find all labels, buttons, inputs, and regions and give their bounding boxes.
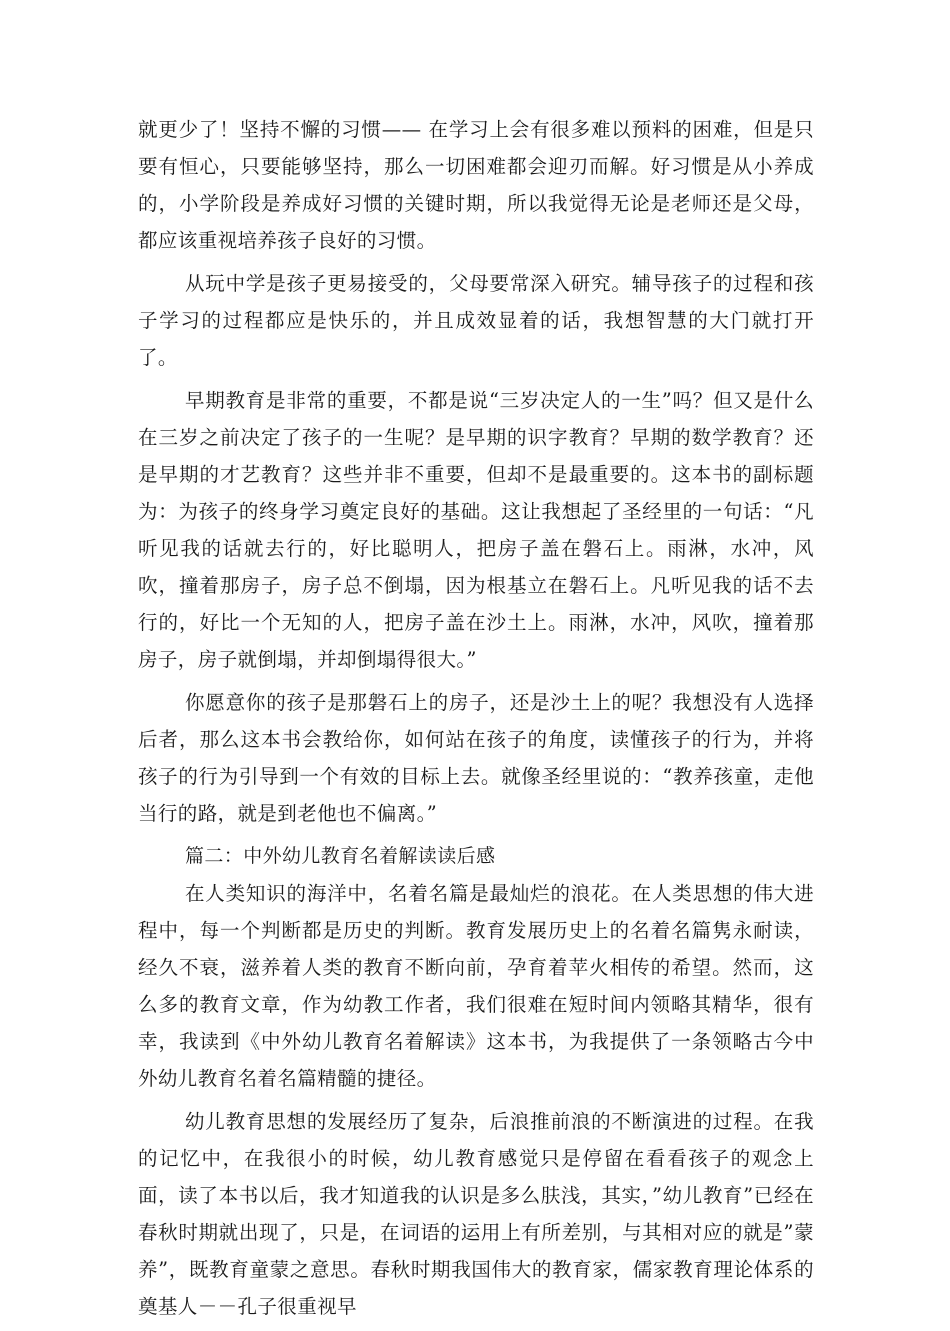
paragraph-continuation: 就更少了！坚持不懈的习惯—— 在学习上会有很多难以预料的困难，但是只要有恒心，只要能够坚持，那么一切困难都会迎刃而解。好习惯是从小养成的，小学阶段是养成好习惯的关键时期，所以我觉得无论是老师还是父母，都应该重视培养孩子良好的习惯。 (138, 118, 814, 252)
paragraph-early-education: 早期教育是非常的重要，不都是说“三岁决定人的一生”吗？但又是什么在三岁之前决定了孩子的一生呢？是早期的识字教育？早期的数学教育？还是早期的才艺教育？这些并非不重要，但却不是最重要的。这本书的副标题为：为孩子的终身学习奠定良好的基础。这让我想起了圣经里的一句话：“凡听见我的话就去行的，好比聪明人，把房子盖在磐石上。雨淋，水冲，风吹，撞着那房子，房子总不倒塌，因为根基立在磐石上。凡听见我的话不去行的，好比一个无知的人，把房子盖在沙土上。雨淋，水冲，风吹，撞着那房子，房子就倒塌，并却倒塌得很大。” (138, 389, 814, 671)
document-body (138, 111, 814, 1331)
paragraph-classics: 在人类知识的海洋中，名着名篇是最灿烂的浪花。在人类思想的伟大进程中，每一个判断都是历史的判断。教育发展历史上的名着名篇隽永耐读，经久不衰，滋养着人类的教育不断向前，孕育着苹火相传的希望。然而，这么多的教育文章，作为幼教工作者，我们很难在短时间内领略其精华，很有幸，我读到《中外幼儿教育名着解读》这本书，为我提供了一条领略古今中外幼儿教育名着名篇精髓的捷径。 (138, 882, 814, 1090)
paragraph-development: 幼儿教育思想的发展经历了复杂，后浪推前浪的不断演进的过程。在我的记忆中，在我很小的时候，幼儿教育感觉只是停留在看看孩子的观念上面，读了本书以后，我才知道我的认识是多么肤浅，其实，”幼儿教育”已经在春秋时期就出现了，只是，在词语的运用上有所差别，与其相对应的就是”蒙养”，既教育童蒙之意思。春秋时期我国伟大的教育家，儒家教育理论体系的奠基人－－孔子很重视早 (138, 1110, 814, 1318)
paragraph-rock-house: 你愿意你的孩子是那磐石上的房子，还是沙土上的呢？我想没有人选择后者，那么这本书会教给你，如何站在孩子的角度，读懂孩子的行为，并将孩子的行为引导到一个有效的目标上去。就像圣经里说的：“教养孩童，走他当行的路，就是到老他也不偏离。” (138, 691, 814, 825)
section-heading: 篇二：中外幼儿教育名着解读读后感 (185, 845, 496, 867)
paragraph-play-learning: 从玩中学是孩子更易接受的，父母要常深入研究。辅导孩子的过程和孩子学习的过程都应是快乐的，并且成效显着的话，我想智慧的大门就打开了。 (138, 272, 814, 369)
